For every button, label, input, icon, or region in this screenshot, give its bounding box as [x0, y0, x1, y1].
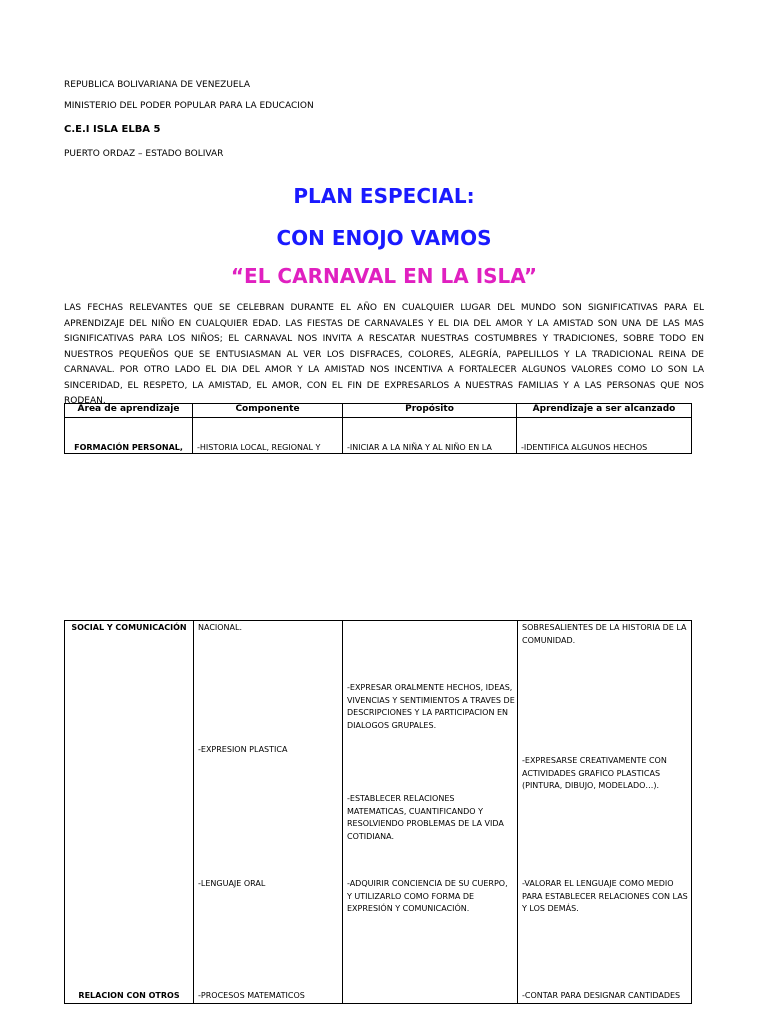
header-area: Área de aprendizaje	[65, 404, 193, 418]
header-component: Componente	[193, 404, 343, 418]
purpose-body-awareness: -ADQUIRIR CONCIENCIA DE SU CUERPO, Y UTILIZARLO COMO FORMA DE EXPRESIÓN Y COMUNICACIÓN.	[347, 879, 508, 913]
learning-history: SOBRESALIENTES DE LA HISTORIA DE LA COMUNIDAD.	[522, 623, 687, 645]
component-math-processes: -PROCESOS MATEMATICOS	[198, 991, 305, 1000]
component-oral-language: -LENGUAJE ORAL	[198, 879, 266, 888]
title-subtitle: CON ENOJO VAMOS	[276, 226, 492, 250]
title-plan: PLAN ESPECIAL:	[293, 184, 475, 208]
purpose-math-relations: -ESTABLECER RELACIONES MATEMATICAS, CUANTIFICANDO Y RESOLVIENDO PROBLEMAS DE LA VIDA COTIDIANA.	[347, 794, 504, 841]
cell-purpose: -INICIAR A LA NIÑA Y AL NIÑO EN LA	[343, 418, 517, 454]
title-carnival: “EL CARNAVAL EN LA ISLA”	[230, 264, 538, 288]
area-relation-others: RELACION CON OTROS	[78, 991, 180, 1000]
intro-paragraph: LAS FECHAS RELEVANTES QUE SE CELEBRAN DURANTE EL AÑO EN CUALQUIER LUGAR DEL MUNDO SON SIGNIFICATIVAS PARA EL APRENDIZAJE DEL NIÑO EN CUALQUIER EDAD. LAS FIESTAS DE CARNAVALES Y EL DIA DEL AMOR Y LA AMISTAD SON UNA DE LAS MAS SIGNIFICATIVAS PARA LOS NIÑOS; EL CARNAVAL NOS INVITA A RESCATAR NUESTRAS COSTUMBRES Y TRADICIONES, SOBRE TODO EN NUESTROS PEQUEÑOS QUE SE ENTUSIASMAN AL VER LOS DISFRACES, COLORES, ALEGRÍA, PAPELILLOS Y LA TRADICIONAL REINA DE CARNAVAL. POR OTRO LADO EL DIA DEL AMOR Y LA AMISTAD NOS INCENTIVA A FORTALECER ALGUNOS VALORES COMO LO SON LA SINCERIDAD, EL RESPETO, LA AMISTAD, EL AMOR, CON EL FIN DE EXPRESARLOS A NUESTRAS FAMILIAS Y A LAS PERSONAS QUE NOS RODEAN.	[64, 303, 704, 406]
header-learning: Aprendizaje a ser alcanzado	[517, 404, 692, 418]
cell-learning: -IDENTIFICA ALGUNOS HECHOS	[517, 418, 692, 454]
cell-component: -HISTORIA LOCAL, REGIONAL Y	[193, 418, 343, 454]
plan-table	[64, 403, 692, 454]
plan-table-continued	[64, 620, 692, 1004]
learning-value-language: -VALORAR EL LENGUAJE COMO MEDIO PARA ESTABLECER RELACIONES CON LAS Y LOS DEMÁS.	[522, 879, 688, 913]
component-national: NACIONAL.	[198, 623, 243, 632]
header-republic: REPUBLICA BOLIVARIANA DE VENEZUELA	[64, 80, 250, 90]
learning-count-quantities: -CONTAR PARA DESIGNAR CANTIDADES	[522, 991, 681, 1000]
header-ministry: MINISTERIO DEL PODER POPULAR PARA LA EDUCACION	[64, 101, 314, 111]
header-school: C.E.I ISLA ELBA 5	[64, 124, 161, 135]
header-purpose: Propósito	[343, 404, 517, 418]
component-plastic-expression: -EXPRESION PLASTICA	[198, 745, 288, 754]
purpose-oral-expression: -EXPRESAR ORALMENTE HECHOS, IDEAS, VIVENCIAS Y SENTIMIENTOS A TRAVES DE DESCRIPCIONES Y LA PARTICIPACION EN DIALOGOS GRUPALES.	[347, 683, 515, 730]
learning-creative-expression: -EXPRESARSE CREATIVAMENTE CON ACTIVIDADES GRAFICO PLASTICAS (PINTURA, DIBUJO, MODELADO…).	[522, 756, 667, 790]
header-location: PUERTO ORDAZ – ESTADO BOLIVAR	[64, 149, 224, 159]
area-social-communication: SOCIAL Y COMUNICACIÓN	[71, 623, 187, 632]
cell-area: FORMACIÓN PERSONAL,	[65, 418, 193, 454]
